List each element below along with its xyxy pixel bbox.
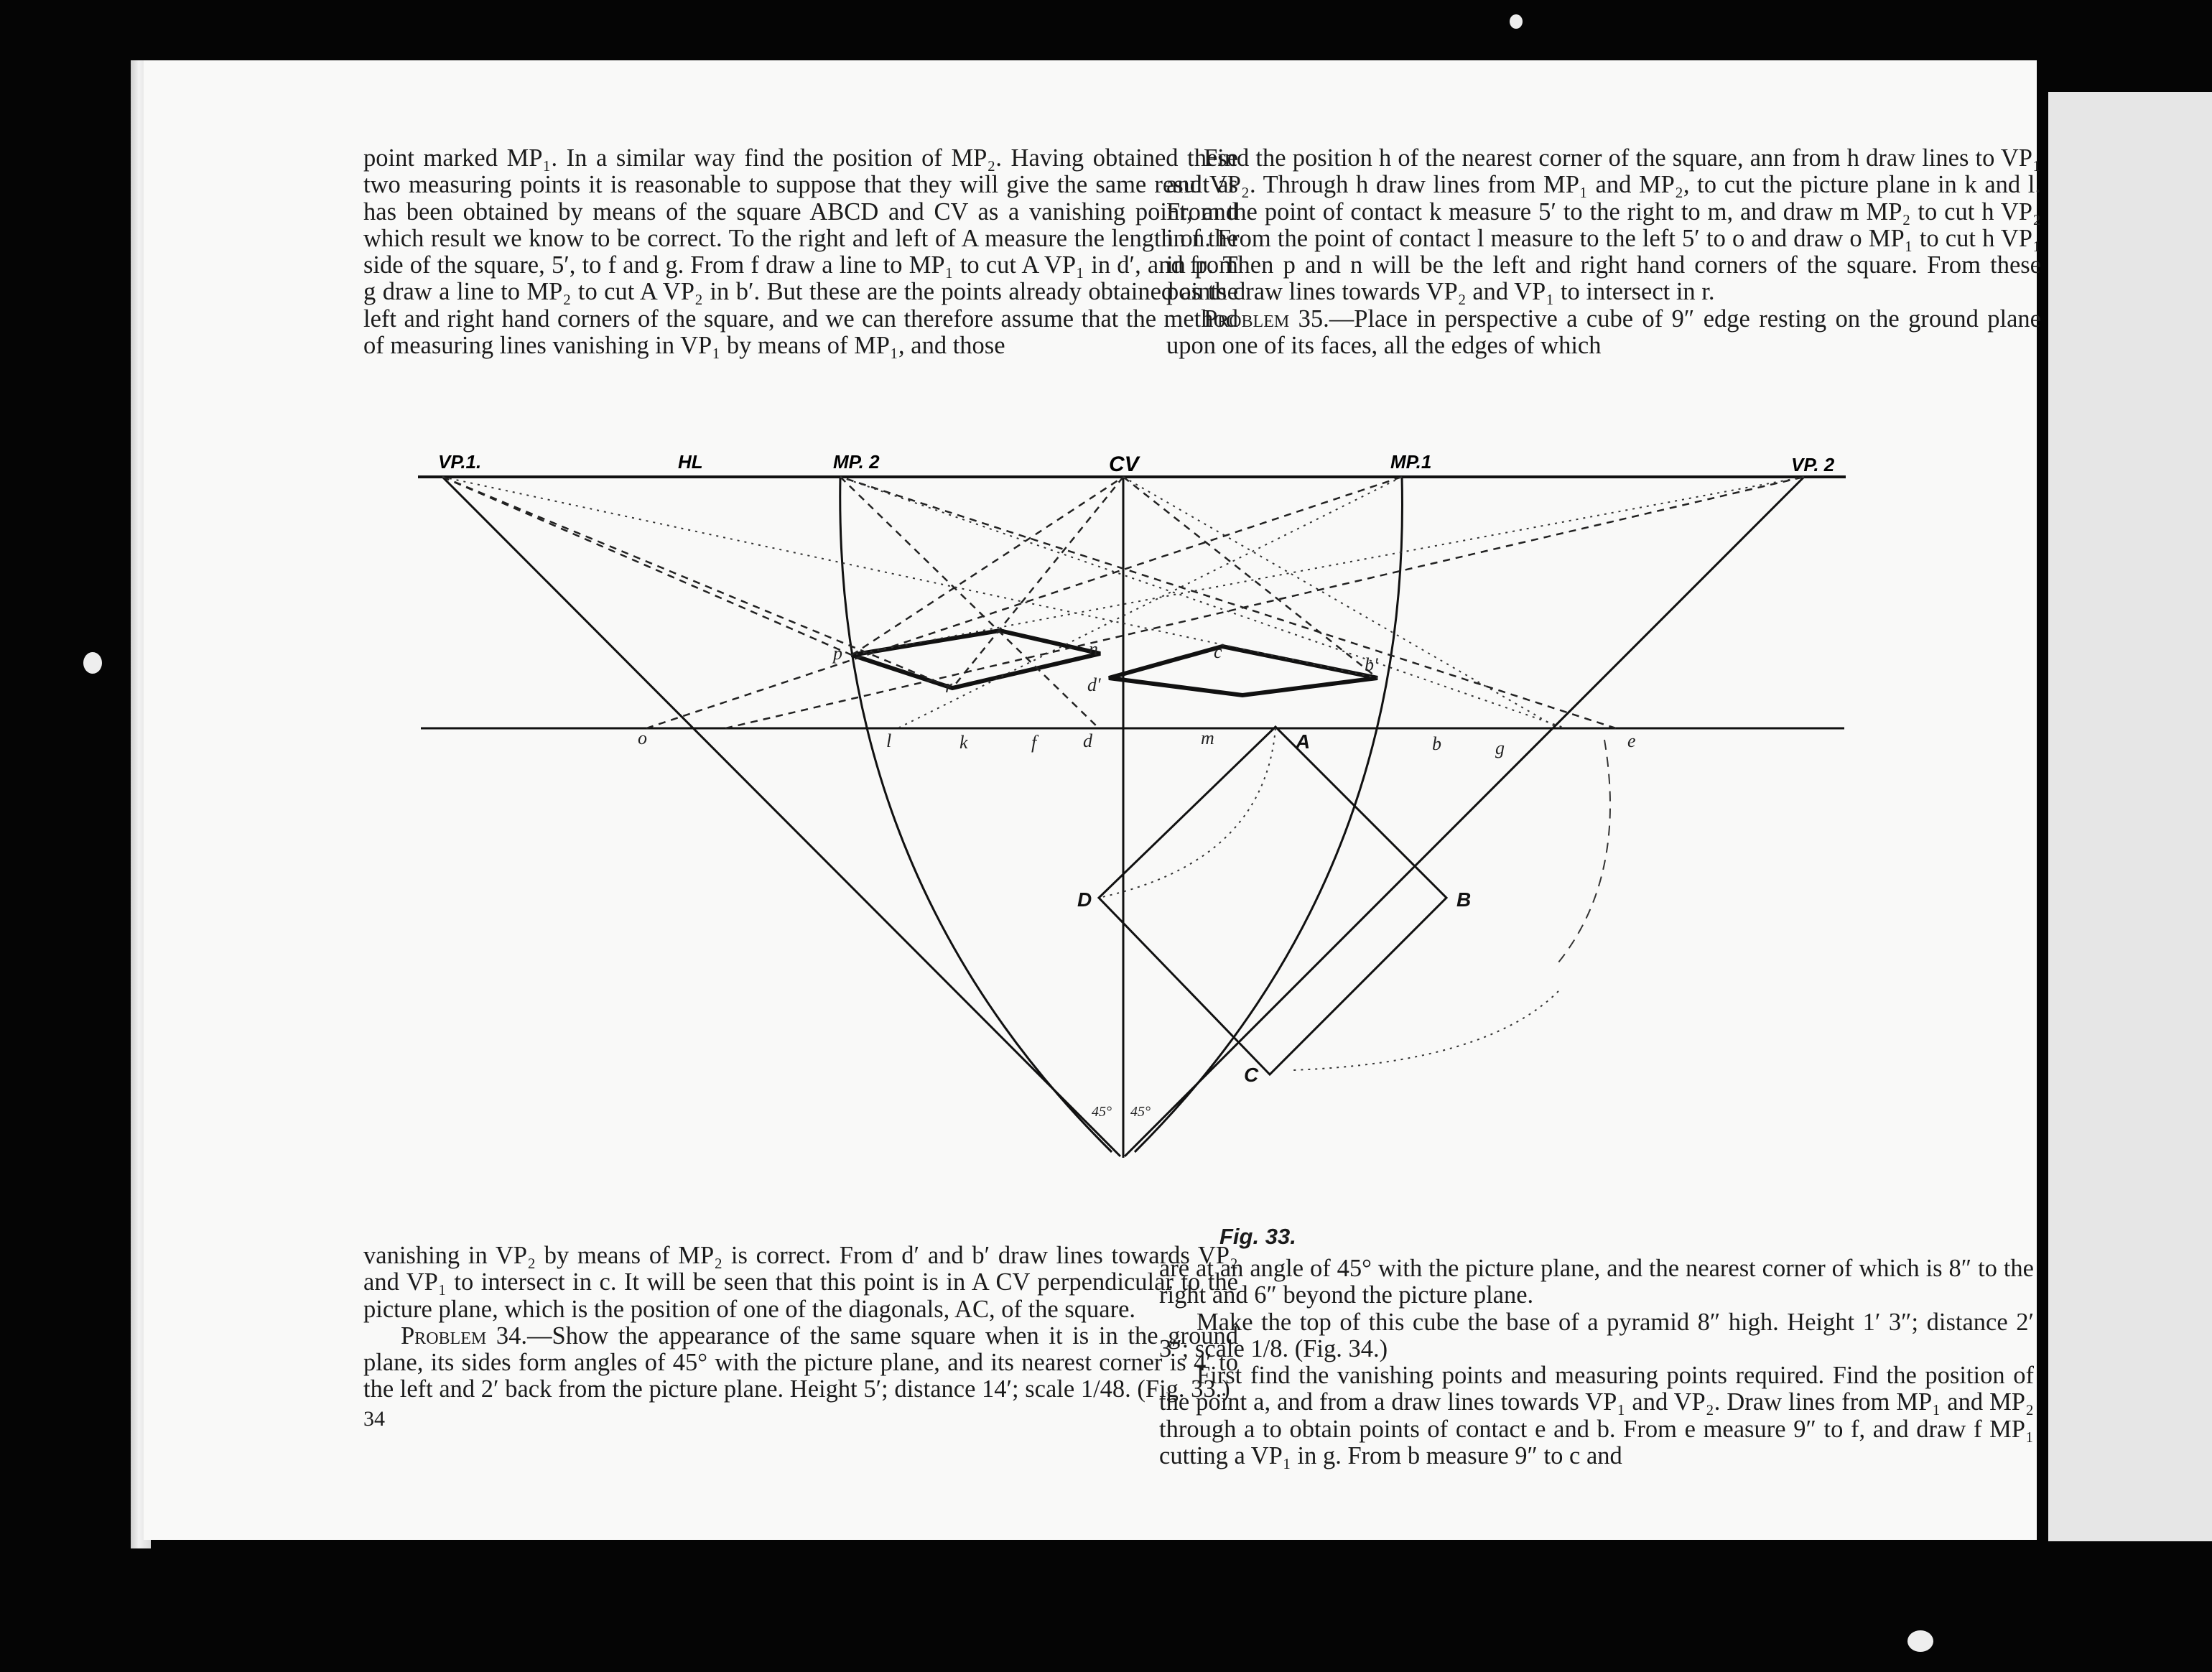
rotation-arc — [1558, 740, 1610, 962]
paragraph: Find the position h of the nearest corner of the square, ann from h draw lines to VP₁ and VP₂. Through h draw lines from MP₁ and MP₂, to cut the picture plane in k and l. From the point of contact k measure 5′ to the right to m, and draw m MP₂ to cut h VP₂ in n. From the point of contact l measure to the left 5′ to o and draw o MP₁ to cut h VP₁ in p. Then p and n will be the left and right hand corners of the square. From these points draw lines towards VP₂ and VP₁ to intersect in r. — [1166, 144, 2041, 306]
paragraph: First find the vanishing points and measuring points required. Find the position of the point a, and from a draw lines towards VP₁ and VP₂. Draw lines from MP₁ and MP₂ through a to obtain points of contact e and b. From e measure 9″ to f, and draw f MP₁ cutting a VP₁ in g. From b measure 9″ to c and — [1159, 1362, 2034, 1470]
vp2-label: VP. 2 — [1791, 454, 1835, 475]
hl-label: HL — [678, 451, 703, 473]
mp2-label: MP. 2 — [833, 451, 880, 473]
ray — [1123, 477, 1558, 728]
problem-heading: Problem 35. — [1204, 305, 1329, 333]
paragraph: vanishing in VP₂ by means of MP₂ is correct. From d′ and b′ draw lines towards VP₂ and VP₁ to intersect in c. It will be seen that this point is in A CV perpendicular to the picture plane, which is the position of one of the diagonals, AC, of the square. — [363, 1242, 1238, 1323]
point-m: m — [1201, 728, 1214, 748]
ray — [840, 477, 1099, 728]
point-d: d — [1083, 730, 1092, 751]
angle-label-right: 45° — [1130, 1104, 1151, 1120]
perspective-square-right — [1109, 646, 1377, 695]
point-B: B — [1456, 888, 1472, 911]
scan-speck — [83, 652, 102, 674]
point-f: f — [1031, 732, 1037, 753]
ray — [840, 477, 1616, 728]
ray — [442, 477, 1377, 678]
point-b-prime: b′ — [1365, 654, 1378, 675]
vp2-station-line — [1125, 477, 1804, 1156]
point-l: l — [886, 730, 892, 751]
point-e: e — [1627, 730, 1636, 751]
mp1-label: MP.1 — [1390, 451, 1432, 473]
angle-label-left: 45° — [1092, 1104, 1112, 1120]
page-number: 34 — [363, 1406, 385, 1431]
point-C: C — [1244, 1064, 1259, 1086]
point-n: n — [1089, 638, 1098, 659]
point-k: k — [959, 732, 968, 753]
point-c: c — [1214, 641, 1222, 662]
problem-text: —Show the appearance of the same square when it is in the ground plane, its sides form angles of 45° with the picture plane, and its nearest corner is 4′ to the left and 2′ back from the picture plane. Height 5′; distance 14′; scale 1/48. (Fig. 33.) — [363, 1322, 1239, 1403]
ray — [852, 477, 1804, 655]
problem-heading: Problem 34. — [401, 1322, 528, 1350]
scan-speck — [1907, 1630, 1933, 1652]
figure-caption: Fig. 33. — [1219, 1224, 1296, 1249]
point-A: A — [1296, 730, 1311, 753]
vp1-label: VP.1. — [438, 451, 482, 473]
rotation-arc — [1293, 991, 1558, 1070]
point-D: D — [1077, 888, 1092, 911]
ray — [1123, 477, 1377, 678]
paragraph: are at an angle of 45° with the picture plane, and the nearest corner of which is 8″ to the right and 6″ beyond the picture plane. — [1159, 1255, 2034, 1309]
ray — [442, 477, 952, 688]
vp1-station-line — [442, 477, 1120, 1156]
mp2-arc — [840, 477, 1112, 1152]
cv-label: CV — [1109, 452, 1139, 476]
point-g: g — [1495, 738, 1505, 758]
scan-speck — [1510, 14, 1523, 29]
ray — [852, 477, 1123, 655]
problem-text: —Place in perspective a cube of 9″ edge resting on the ground plane upon one of its faces, all the edges of which — [1166, 305, 2041, 360]
paragraph: point marked MP₁. In a similar way find the position of MP₂. Having obtained these two measuring points it is reasonable to suppose that they will give the same result as has been obtained by means of the square ABCD and CV as a vanishing point, and which result we know to be correct. To the right and left of A measure the length of the side of the square, 5′, to f and g. From f draw a line to MP₁ to cut A VP₁ in d′, and from g draw a line to MP₂ to cut A VP₂ in b′. But these are the points already obtained as the left and right hand corners of the square, and we can therefore assume that the method of measuring lines vanishing in VP₁ by means of MP₁, and those — [363, 144, 1238, 360]
point-r: r — [945, 676, 953, 697]
ray — [898, 477, 1402, 728]
ray — [442, 477, 852, 655]
point-p: p — [833, 643, 842, 664]
point-o: o — [638, 728, 647, 748]
point-b: b — [1432, 733, 1441, 754]
plan-square — [1099, 727, 1446, 1074]
paragraph: Make the top of this cube the base of a pyramid 8″ high. Height 1′ 3″; distance 2′ 3″; scale 1/8. (Fig. 34.) — [1159, 1308, 2034, 1362]
point-d-prime: d′ — [1087, 674, 1101, 695]
